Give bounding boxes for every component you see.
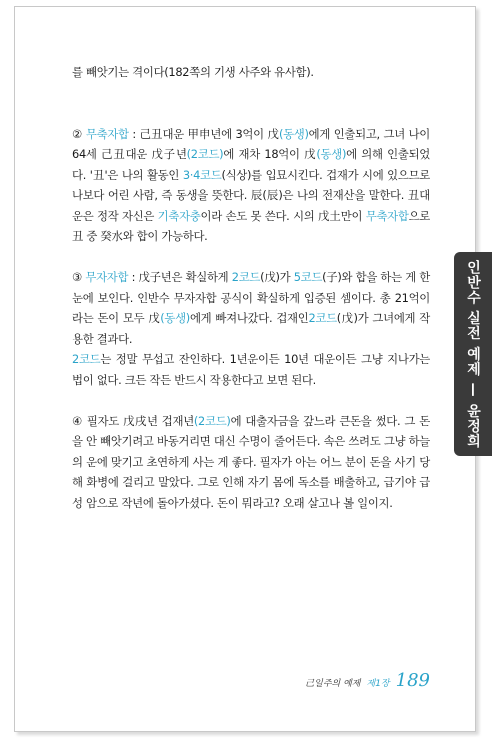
text-run: 이라 손도 못 쓴다. 시의 戊土만이 <box>200 208 366 223</box>
highlighted-term: 2코드 <box>231 270 261 284</box>
highlighted-term: 2코드 <box>72 352 101 366</box>
side-tab-label: 인반수 실전 예제 — 윤정희 <box>465 259 481 449</box>
text-run: (子)와 합을 하는 게 한눈에 보인다. 인반수 무자자합 공식이 확실하게 입증된 셈이다. 총 21억이라는 돈이 모두 戊 <box>72 270 430 325</box>
paragraph-continuation <box>72 62 430 83</box>
text-run: ④ 필자도 戊戌년 겁재년 <box>72 413 194 428</box>
text-run: (식상)를 입묘시킨다. 겁재가 시에 있으므로 나보다 어린 사람, 즉 동생을 뜻한다. 辰(辰)은 나의 전재산을 말한다. 丑대운은 정작 자신은 <box>72 167 430 223</box>
running-footer-chapter: 제1장 <box>366 679 390 689</box>
text-run: 에 의해 인출되었다. '丑'은 나의 활동인 <box>72 147 430 182</box>
chapter-side-tab <box>454 252 492 456</box>
highlighted-term: 기축자충 <box>157 208 201 223</box>
page-body <box>72 62 430 513</box>
paragraph-item-2 <box>72 124 430 247</box>
highlighted-term: 5코드 <box>293 270 323 284</box>
text-run: (戊)가 그녀에게 작용한 결과다. <box>72 311 430 346</box>
highlighted-term: (2코드) <box>193 413 231 428</box>
highlighted-term: (동생) <box>316 147 347 161</box>
text-run: (戊)가 <box>260 270 294 284</box>
paragraph-gap <box>72 103 430 124</box>
text-run: : 戊子년은 확실하게 <box>128 270 232 284</box>
text-run: 는 정말 무섭고 잔인하다. 1년운이든 10년 대운이든 그냥 지나가는 법이 없다. 크든 작든 반드시 작용한다고 보면 된다. <box>72 352 430 387</box>
page-number: 189 <box>395 670 430 691</box>
paragraph-gap <box>72 83 430 104</box>
highlighted-term: 무축자합 <box>365 208 409 223</box>
paragraph-note-2code <box>72 349 430 390</box>
text-run: 에 재차 18억이 戊 <box>223 147 317 161</box>
highlighted-term: (동생) <box>160 311 190 325</box>
text-run: 에 대출자금을 갚느라 큰돈을 썼다. 그 돈을 안 빼앗기려고 바동거리면 대신 수명이 줄어든다. 속은 쓰려도 그냥 하늘의 운에 맞기고 초연하게 사는 게 좋다. 필자가 아는 어느 분이 돈을 사기 당해 화병에 걸리고 말았다. 그로 인해 자기 몸에 독소를 배출하고, 급기야 급성 암으로 작년에 돌아가셨다. 돈이 뭐라고? 오래 살고나 볼 일이지. <box>72 413 430 510</box>
text-run: ③ <box>72 270 86 284</box>
paragraph-gap <box>72 247 430 268</box>
running-footer-title: 己일주의 예제 <box>305 679 361 689</box>
highlighted-term: 2코드 <box>308 311 337 325</box>
paragraph-item-4 <box>72 411 430 514</box>
highlighted-term: 무자자합 <box>85 270 129 284</box>
highlighted-term: (2코드) <box>186 147 224 161</box>
text-run: 에게 빠져나갔다. 겁재인 <box>189 311 309 325</box>
page-footer <box>305 670 430 691</box>
text-run: 으로 丑 중 癸水와 합이 가능하다. <box>72 208 430 243</box>
highlighted-term: 3·4코드 <box>182 167 222 182</box>
highlighted-term: 무축자합 <box>85 126 129 141</box>
highlighted-term: (동생) <box>278 126 309 141</box>
text-run: 를 빼앗기는 격이다(182쪽의 기생 사주와 유사함). <box>72 65 314 79</box>
text-run: ② <box>72 126 86 141</box>
paragraph-gap <box>72 390 430 411</box>
paragraph-item-3 <box>72 267 430 349</box>
text-run: : 己丑대운 甲申년에 3억이 戊 <box>128 126 279 141</box>
text-run: 에게 인출되고, 그녀 나이 64세 己丑대운 戊子년 <box>72 126 431 161</box>
